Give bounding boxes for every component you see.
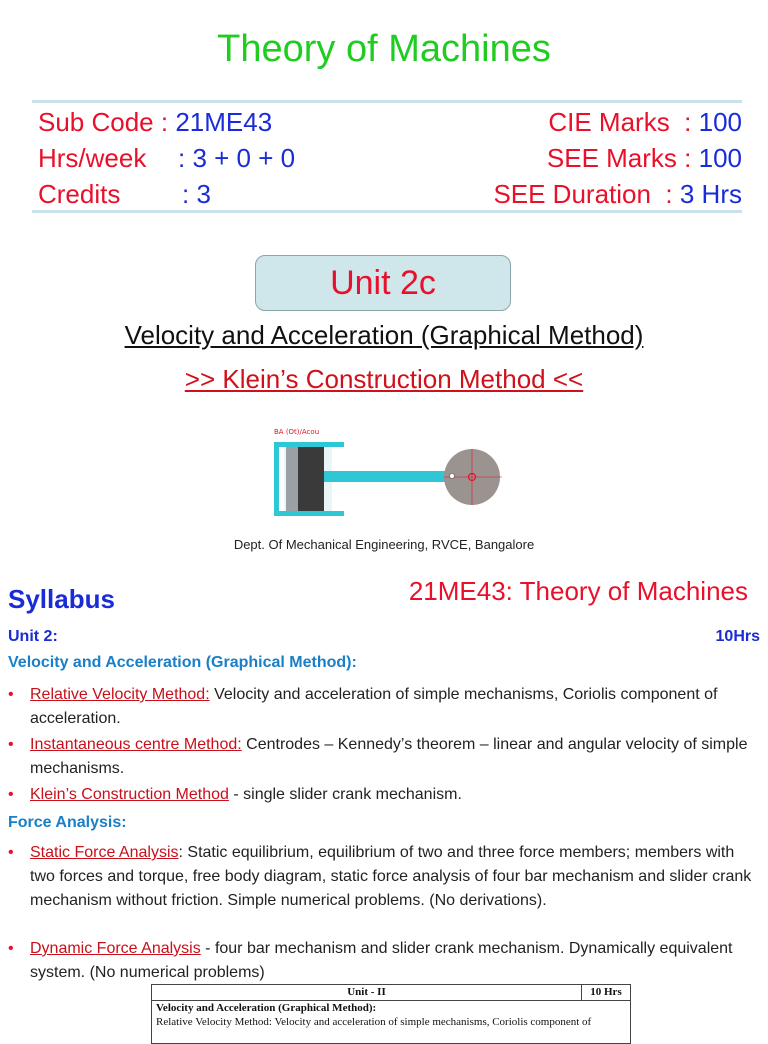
unit-badge [255, 255, 511, 311]
hrs-sep: : [178, 143, 186, 173]
cie-row [493, 104, 742, 140]
see-value: 100 [698, 143, 742, 173]
bullet-text: - four bar mechanism and slider crank mechanism. Dynamically equivalent system. (No numerical problems) [30, 940, 733, 981]
bullet-text: Centrodes – Kennedy’s theorem – linear and angular velocity of simple mechanisms. [30, 736, 748, 777]
topic-subtitle: Velocity and Acceleration (Graphical Method) [124, 320, 644, 350]
unit-label: Unit 2c [330, 263, 436, 302]
syllabus-heading: Syllabus [8, 584, 115, 614]
bullet-text: - single slider crank mechanism. [228, 786, 462, 803]
list-item [8, 733, 754, 781]
list-item [8, 783, 754, 807]
bullet-text: Velocity and acceleration of simple mechanisms, Coriolis component of acceleration. [30, 686, 718, 727]
cie-label: CIE Marks : [548, 107, 692, 137]
page-title: Theory of Machines [217, 28, 551, 70]
credits-sep: : [182, 179, 190, 209]
bottom-divider [32, 210, 742, 213]
bullet-dot: • [8, 686, 14, 703]
department-credit: Dept. Of Mechanical Engineering, RVCE, Bangalore [233, 537, 535, 552]
slide-syllabus [0, 566, 768, 1028]
bullet-highlight: Instantaneous centre Method: [30, 736, 242, 753]
sub-code-value: 21ME43 [175, 107, 273, 137]
duration-value: 3 Hrs [679, 179, 742, 209]
table-header-row [152, 985, 630, 1001]
crank-pin [450, 474, 455, 479]
see-label: SEE Marks : [546, 143, 692, 173]
credits-row [38, 176, 295, 212]
hrs-label: Hrs/week [38, 143, 147, 173]
cylinder-upper-wall [274, 442, 344, 447]
bullet-dot: • [8, 940, 14, 957]
course-title: 21ME43: Theory of Machines [408, 576, 748, 606]
sub-code-row [38, 104, 295, 140]
syllabus-table-snippet [151, 984, 631, 1044]
table-line: Velocity and Acceleration (Graphical Method): [156, 1002, 377, 1014]
bullet-dot: • [8, 786, 14, 803]
top-divider [32, 100, 742, 103]
list-item [8, 841, 754, 913]
see-row [493, 140, 742, 176]
table-line: Relative Velocity Method: Velocity and acceleration of simple mechanisms, Coriolis component of [156, 1016, 592, 1028]
piston-body [298, 447, 324, 511]
table-unit-cell: Unit - II [152, 985, 582, 1000]
cylinder-top-wall [274, 442, 279, 516]
method-title: >> Klein’s Construction Method << [184, 364, 584, 394]
slider-crank-illustration [266, 420, 506, 530]
table-hours-cell: 10 Hrs [590, 986, 622, 998]
bullet-text: : Static equilibrium, equilibrium of two and three force members; members with two forces and torque, free body diagram, static force analysis of four bar mechanism and slider crank mechanism without friction. Simple numerical problems. (No derivations). [30, 844, 752, 909]
bullet-highlight: Static Force Analysis [30, 844, 179, 861]
hrs-row [38, 140, 295, 176]
bullet-highlight: Klein’s Construction Method [30, 786, 229, 803]
section-heading-force: Force Analysis: [8, 814, 127, 831]
piston-head [286, 447, 298, 511]
section-heading-velocity: Velocity and Acceleration (Graphical Method): [8, 654, 357, 671]
cylinder-lower-wall [274, 511, 344, 516]
unit-number: Unit 2: [8, 628, 58, 645]
bullet-highlight: Relative Velocity Method: [30, 686, 210, 703]
bullet-dot: • [8, 844, 14, 861]
list-item [8, 683, 754, 731]
credits-label: Credits [38, 179, 121, 209]
illustration-caption: BA (Ot)/Acou [274, 428, 320, 436]
cie-value: 100 [698, 107, 742, 137]
course-info-right [493, 104, 742, 212]
duration-label: SEE Duration : [493, 179, 673, 209]
credits-value: 3 [196, 179, 211, 209]
bullet-highlight: Dynamic Force Analysis [30, 940, 201, 957]
sub-code-label: Sub Code : [38, 107, 169, 137]
bullet-dot: • [8, 736, 14, 753]
connecting-rod [324, 471, 454, 482]
list-item [8, 937, 754, 985]
course-info-left [38, 104, 295, 212]
duration-row [493, 176, 742, 212]
unit-hours: 10Hrs [715, 628, 760, 645]
unit-line [8, 628, 760, 646]
hrs-value: 3 + 0 + 0 [192, 143, 296, 173]
